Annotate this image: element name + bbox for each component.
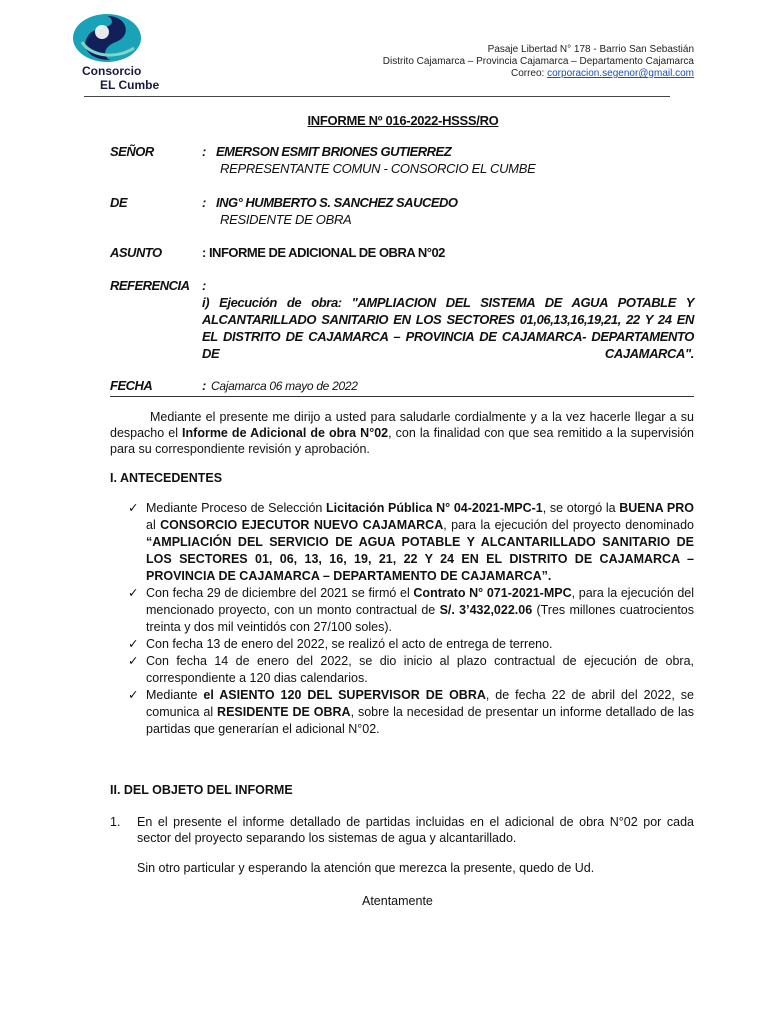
intro-paragraph <box>110 409 694 457</box>
antecedente-text: Mediante <box>146 688 204 702</box>
check-icon: ✓ <box>128 654 139 668</box>
antecedente-text: , para la ejecución del mencionado proyecto, con un monto contractual de <box>146 586 695 617</box>
de-label: DE <box>110 195 128 210</box>
intro-text-2: , con la finalidad con que sea remitido a la supervisión para su correspondiente revisión y aprobación. <box>110 426 695 456</box>
antecedentes-list <box>128 500 694 738</box>
check-icon: ✓ <box>128 637 139 651</box>
antecedente-text: , sobre la necesidad de presentar un informe detallado de las partidas que generarían el adicional N°02. <box>146 705 695 736</box>
objeto-item-number: 1. <box>110 815 121 829</box>
senor-role: REPRESENTANTE COMUN - CONSORCIO EL CUMBE <box>220 161 536 176</box>
fecha-label: FECHA <box>110 378 153 393</box>
section-1-heading: I. ANTECEDENTES <box>110 471 223 485</box>
antecedente-item <box>128 687 694 738</box>
objeto-item-text: En el presente el informe detallado de partidas incluidas en el adicional de obra N°02 por cada sector del proyecto separando los sistemas de agua y alcantarillado. <box>137 815 694 845</box>
antecedente-bold-text: RESIDENTE DE OBRA <box>217 705 351 719</box>
address-line1: Pasaje Libertad N° 178 - Barrio San Sebastián <box>487 44 694 55</box>
antecedente-text: (Tres millones cuatrocientos treinta y dos mil veintidós con 27/100 soles). <box>146 603 694 634</box>
company-line2: EL Cumbe <box>100 78 160 92</box>
antecedente-bold-text: Licitación Pública N° 04-2021-MPC-1 <box>326 501 543 515</box>
check-icon: ✓ <box>128 501 139 515</box>
antecedente-text: Con fecha 13 de enero del 2022, se realizó el acto de entrega de terreno. <box>146 637 553 651</box>
intro-bold: Informe de Adicional de obra N°02 <box>182 426 389 440</box>
de-name: ING° HUMBERTO S. SANCHEZ SAUCEDO <box>216 195 458 210</box>
antecedente-item <box>128 636 694 653</box>
company-name <box>82 64 159 92</box>
email-line <box>383 68 694 80</box>
referencia-label: REFERENCIA <box>110 278 190 293</box>
antecedente-item <box>128 585 694 636</box>
antecedente-text: , para la ejecución del proyecto denominado <box>443 518 694 532</box>
antecedente-item <box>128 500 694 585</box>
antecedente-bold-text: S/. 3’432,022.06 <box>439 603 533 617</box>
antecedente-text: Con fecha 29 de diciembre del 2021 se firmó el <box>146 586 414 600</box>
section-2-heading: II. DEL OBJETO DEL INFORME <box>110 783 293 797</box>
referencia-text: i) Ejecución de obra: "AMPLIACION DEL SISTEMA DE AGUA POTABLE Y ALCANTARILLADO SANITARIO EN LOS SECTORES 01,06,13,16,19,21, 22 Y 24 EN EL DISTRITO DE CAJAMARCA – PROVINCIA DE CAJAMARCA- DEPARTAMENTO DE CAJAMARCA". <box>202 295 694 361</box>
header-divider <box>84 96 670 97</box>
fecha-colon: : <box>202 378 206 393</box>
company-line1: Consorcio <box>82 64 142 78</box>
address-line2: Distrito Cajamarca – Provincia Cajamarca – Departamento Cajamarca <box>382 56 694 67</box>
check-icon: ✓ <box>128 688 139 702</box>
asunto-value: : INFORME DE ADICIONAL DE OBRA N°02 <box>202 245 445 260</box>
document-title: INFORME Nº 016-2022-HSSS/RO <box>307 113 499 128</box>
antecedente-text: , de fecha 22 de abril del 2022, se comunica al <box>146 688 694 719</box>
signoff: Atentamente <box>362 894 433 908</box>
antecedente-text: Mediante Proceso de Selección <box>146 501 327 515</box>
antecedente-bold-text: “AMPLIACIÓN DEL SERVICIO DE AGUA POTABLE Y ALCANTARILLADO SANITARIO DE LOS SECTORES 01, 06, 13, 16, 19, 21, 22 Y 24 EN EL DISTRITO DE CAJAMARCA – PROVINCIA DE CAJAMARCA – DEPARTAMENTO DE CAJAMARCA”. <box>146 535 694 583</box>
asunto-label: ASUNTO <box>110 245 162 260</box>
senor-label: SEÑOR <box>110 144 154 159</box>
check-icon: ✓ <box>128 586 139 600</box>
antecedente-text: Con fecha 14 de enero del 2022, se dio inicio al plazo contractual de ejecución de obra, correspondiente a 120 dias calendarios. <box>146 654 694 685</box>
intro-text-1: Mediante el presente me dirijo a usted para saludarle cordialmente y a la vez hacerle llegar a su despacho el <box>110 410 694 440</box>
consorcio-logo-icon <box>72 12 144 64</box>
de-role: RESIDENTE DE OBRA <box>220 212 352 227</box>
senor-colon: : <box>202 144 206 159</box>
senor-name: EMERSON ESMIT BRIONES GUTIERREZ <box>216 144 452 159</box>
closing-text: Sin otro particular y esperando la atención que merezca la presente, quedo de Ud. <box>137 861 595 875</box>
antecedente-text: , se otorgó la <box>542 501 620 515</box>
email-link[interactable]: corporacion.segenor@gmail.com <box>547 68 694 79</box>
letterhead-address <box>383 44 694 80</box>
fecha-divider <box>110 396 694 397</box>
de-colon: : <box>202 195 206 210</box>
antecedente-bold-text: CONSORCIO EJECUTOR NUEVO CAJAMARCA <box>160 518 444 532</box>
antecedente-bold-text: BUENA PRO <box>619 501 694 515</box>
antecedente-bold-text: el ASIENTO 120 DEL SUPERVISOR DE OBRA <box>203 688 486 702</box>
antecedente-bold-text: Contrato N° 071-2021-MPC <box>413 586 572 600</box>
fecha-value: Cajamarca 06 mayo de 2022 <box>211 379 358 393</box>
referencia-colon: : <box>202 278 206 293</box>
antecedente-item <box>128 653 694 687</box>
email-label: Correo: <box>510 68 545 79</box>
antecedente-text: al <box>146 518 161 532</box>
